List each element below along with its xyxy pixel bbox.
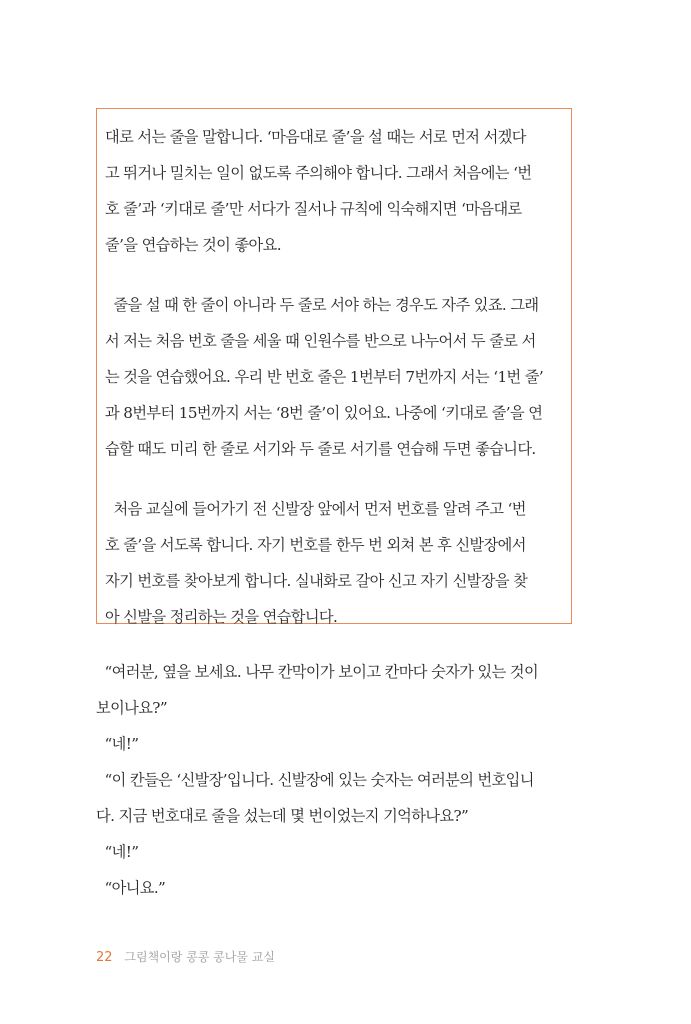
text-line: “아니요.” [96, 879, 166, 897]
text-line: 서 저는 처음 번호 줄을 세울 때 인원수를 반으로 나누어서 두 줄로 서 [105, 332, 536, 350]
text-line: 자기 번호를 찾아보게 합니다. 실내화로 갈아 신고 자기 신발장을 찾 [105, 572, 528, 590]
text-line: 대로 서는 줄을 말합니다. ‘마음대로 줄’을 설 때는 서로 먼저 서겠다 [105, 128, 526, 146]
page-footer [96, 948, 275, 965]
text-line: 보이나요?” [96, 699, 167, 717]
text-line: 다. 지금 번호대로 줄을 섰는데 몇 번이었는지 기억하나요?” [96, 807, 469, 825]
text-line: 는 것을 연습했어요. 우리 반 번호 줄은 1번부터 7번까지 서는 ‘1번 줄’ [105, 368, 544, 386]
box-paragraph-1 [105, 119, 565, 263]
box-paragraph-2 [105, 287, 565, 467]
page-number: 22 [96, 950, 113, 965]
text-line: 아 신발을 정리하는 것을 연습합니다. [105, 608, 338, 626]
text-line: 습할 때도 미리 한 줄로 서기와 두 줄로 서기를 연습해 두면 좋습니다. [105, 440, 536, 458]
text-line: 과 8번부터 15번까지 서는 ‘8번 줄’이 있어요. 나중에 ‘키대로 줄’을 연 [105, 404, 543, 422]
text-line: 줄을 설 때 한 줄이 아니라 두 줄로 서야 하는 경우도 자주 있죠. 그래 [105, 296, 539, 314]
text-line: “여러분, 옆을 보세요. 나무 칸막이가 보이고 칸마다 숫자가 있는 것이 [96, 663, 539, 681]
text-line: “네!” [96, 843, 139, 861]
text-line: “이 칸들은 ‘신발장’입니다. 신발장에 있는 숫자는 여러분의 번호입니 [96, 771, 534, 789]
dialogue-text [96, 654, 576, 906]
text-line: 고 뛰거나 밀치는 일이 없도록 주의해야 합니다. 그래서 처음에는 ‘번 [105, 164, 532, 182]
text-line: “네!” [96, 735, 139, 753]
text-line: 호 줄’과 ‘키대로 줄’만 서다가 질서나 규칙에 익숙해지면 ‘마음대로 [105, 200, 522, 218]
text-line: 호 줄’을 서도록 합니다. 자기 번호를 한두 번 외쳐 본 후 신발장에서 [105, 536, 526, 554]
book-title: 그림책이랑 콩콩 콩나물 교실 [124, 950, 275, 964]
text-line: 줄’을 연습하는 것이 좋아요. [105, 236, 281, 254]
highlight-box [96, 108, 572, 624]
text-line: 처음 교실에 들어가기 전 신발장 앞에서 먼저 번호를 알려 주고 ‘번 [105, 500, 526, 518]
box-paragraph-3 [105, 491, 565, 635]
